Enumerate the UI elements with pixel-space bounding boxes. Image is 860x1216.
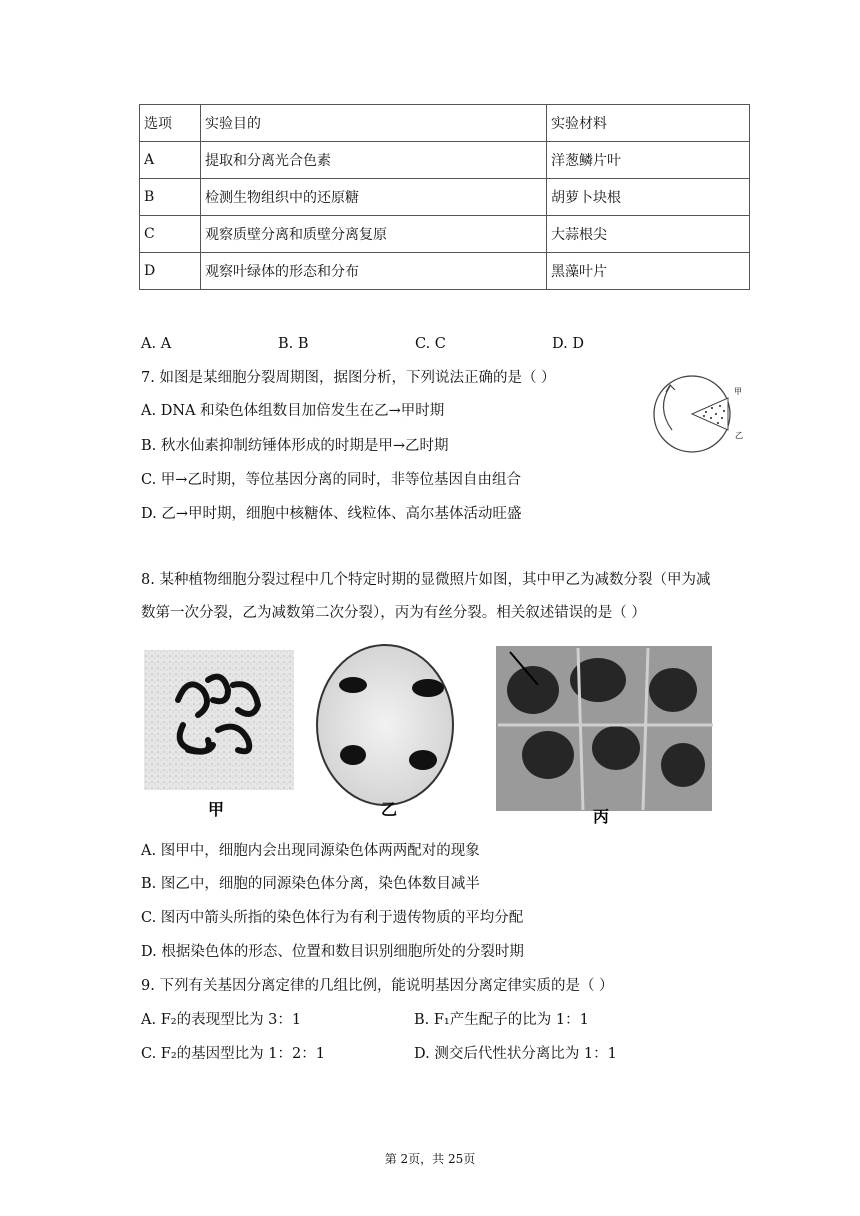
table-cell: A [140,142,201,179]
table-row [140,216,750,253]
table-row [140,253,750,290]
q9-option-b: B. F₁产生配子的比为 1：1 [414,1012,589,1028]
table-cell: 提取和分离光合色素 [201,142,547,179]
q8-stem-line1: 8. 某种植物细胞分裂过程中几个特定时期的显微照片如图，其中甲乙为减数分裂（甲为减 [141,572,711,588]
q8-option-c: C. 图丙中箭头所指的染色体行为有利于遗传物质的平均分配 [141,910,524,926]
table-header-row [140,105,750,142]
q7-option-a: A. DNA 和染色体组数目加倍发生在乙→甲时期 [141,403,445,419]
header-cell: 选项 [140,105,201,142]
table-cell: 胡萝卜块根 [547,179,750,216]
q6-option-d: D. D [552,336,584,352]
q9-option-a: A. F₂的表现型比为 3：1 [141,1012,302,1028]
q8-option-a: A. 图甲中，细胞内会出现同源染色体两两配对的现象 [141,843,480,859]
q9-stem: 9. 下列有关基因分离定律的几组比例，能说明基因分离定律实质的是（ ） [141,978,614,994]
table-cell: D [140,253,201,290]
micrograph-figure [138,630,720,830]
q9-option-d: D. 测交后代性状分离比为 1：1 [414,1046,617,1062]
header-cell: 实验材料 [547,105,750,142]
header-cell: 实验目的 [201,105,547,142]
q7-option-d: D. 乙→甲时期，细胞中核糖体、线粒体、高尔基体活动旺盛 [141,506,522,522]
micrograph-bing [496,646,713,826]
q8-option-d: D. 根据染色体的形态、位置和数目识别细胞所处的分裂时期 [141,944,524,960]
micrograph-jia [144,650,294,819]
q7-option-b: B. 秋水仙素抑制纺锤体形成的时期是甲→乙时期 [141,438,449,454]
micrograph-label-bing: 丙 [593,807,610,826]
phase-label-yi: 乙 [735,431,743,440]
table-cell: 观察质壁分离和质壁分离复原 [201,216,547,253]
q9-option-c: C. F₂的基因型比为 1：2：1 [141,1046,325,1062]
page-footer: 第 2页，共 25页 [384,1152,476,1166]
micrograph-label-jia: 甲 [208,800,225,819]
table-cell: 检测生物组织中的还原糖 [201,179,547,216]
micrograph-yi [317,645,453,819]
q6-option-b: B. B [278,336,309,352]
table-cell: C [140,216,201,253]
q8-stem-line2: 数第一次分裂，乙为减数第二次分裂），丙为有丝分裂。相关叙述错误的是（ ） [141,605,646,621]
table-row [140,142,750,179]
q7-option-c: C. 甲→乙时期，等位基因分离的同时，非等位基因自由组合 [141,472,521,488]
phase-label-jia: 甲 [734,387,742,396]
micrograph-label-yi: 乙 [381,800,398,819]
table-cell: 洋葱鳞片叶 [547,142,750,179]
q8-option-b: B. 图乙中，细胞的同源染色体分离，染色体数目减半 [141,876,480,892]
table-cell: 黑藻叶片 [547,253,750,290]
q6-option-c: C. C [415,336,446,352]
q6-option-a: A. A [141,336,172,352]
cell-cycle-diagram [646,368,756,458]
table-cell: 大蒜根尖 [547,216,750,253]
table-cell: 观察叶绿体的形态和分布 [201,253,547,290]
q7-stem: 7. 如图是某细胞分裂周期图，据图分析，下列说法正确的是（ ） [141,370,556,386]
table-row [140,179,750,216]
experiment-table [139,104,750,290]
table-cell: B [140,179,201,216]
